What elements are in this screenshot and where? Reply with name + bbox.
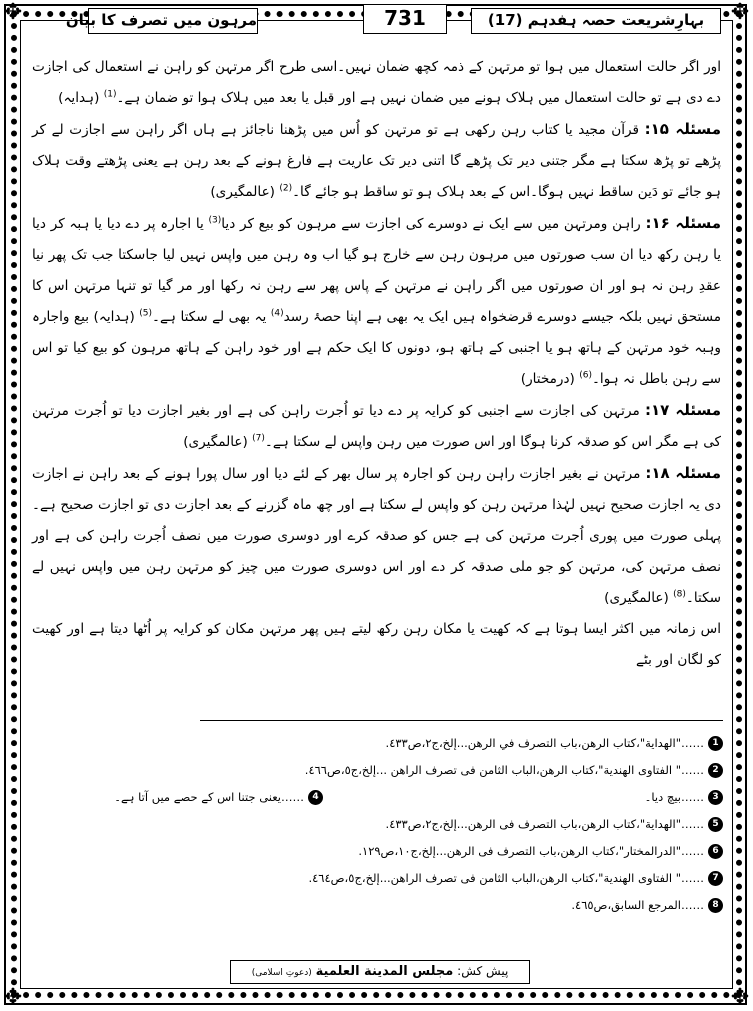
masala-15: مسئلہ ۱۵: قرآن مجید یا کتاب رہن رکھی ہے تو مرتہن کو اُس میں پڑھنا ناجائز ہے ہاں اگر راہن سے اجازت لے کر پڑھے تو پڑھ سکتا ہے مگر جتنی دیر تک پڑھے گا اتنی دیر تک عاریت ہے فارغ ہونے کے بعد رہن ہے یعنی پڑھتے وقت ہلاک ہو جائے تو دَین ساقط نہیں ہوگا۔اس کے بعد ہلاک ہو تو ساقط ہو جائے گا۔$^{(2)}$ (عالمگیری) xyxy=(32,120,721,200)
masala-17: مسئلہ ۱۷: مرتہن کی اجازت سے اجنبی کو کرایہ پر دے دیا تو اُجرت راہن کی ہے اور بغیر اجازت دیا تو اُجرت مرتہن کی ہے مگر اس کو صدقہ کرنا ہوگا اور اس صورت میں رہن واپس لے سکتا ہے۔$^{(7)}$ (عالمگیری) xyxy=(32,401,722,450)
corner-ornament-icon: ✥ xyxy=(730,0,750,25)
page-number: 731 xyxy=(363,4,447,34)
masala-label: مسئلہ ۱۵: xyxy=(644,120,721,138)
publisher-name: مجلس المدينة العلمية xyxy=(315,964,454,979)
main-text xyxy=(30,52,723,676)
footnote: 8……المرجع السابق،ص٤٦٥. xyxy=(30,892,723,919)
book-title: بہارِشریعت حصہ ہفدہم (17) xyxy=(471,8,721,34)
footnote: 2……" الفتاوى الهندية"،كتاب الرهن،الباب الثامن فى تصرف الراهن ...إلخ،ج٥،ص٤٦٦. xyxy=(30,757,723,784)
publisher-subtitle: (دعوتِ اسلامی) xyxy=(251,968,312,978)
footnote-number: 4 xyxy=(308,790,323,805)
corner-ornament-icon: ✥ xyxy=(3,0,23,25)
footnote-number: 8 xyxy=(708,898,723,913)
footer-prefix: پیش کش: xyxy=(457,964,509,978)
page-footer xyxy=(230,960,530,984)
chapter-title: مرہون میں تصرف کا بیان xyxy=(88,8,258,34)
footnote-divider xyxy=(200,720,723,721)
footnote-number: 3 xyxy=(708,790,723,805)
footnote-number: 1 xyxy=(708,736,723,751)
footnotes xyxy=(30,730,723,919)
page-header xyxy=(28,4,725,34)
footnote: 6……"الدرالمختار"،كتاب الرهن،باب التصرف فى الرهن...إلخ،ج١٠،ص١٢٩. xyxy=(30,838,723,865)
masala-16: مسئلہ ۱۶: راہن ومرتہن میں سے ایک نے دوسرے کی اجازت سے مرہون کو بیع کر دیا$^{(3)}$ یا اجارہ پر دے دیا یا ہبہ کر دیا یا رہن رکھ دیا ان سب صورتوں میں مرہون رہن سے خارج ہو گیا اب وہ رہن میں واپس نہیں لیا جاسکتا جب تک پھر نیا عقدِ رہن نہ ہو اور ان صورتوں میں اگر راہن نے مرتہن کے پاس پھر سے رہن نہ رکھا اور مر گیا تو تنہا مرتہن اس کا مستحق نہیں بلکہ جیسے دوسرے قرضخواہ ہیں ایک یہ بھی ہے اپنا حصۂ رسد$^{(4)}$ یہ بھی لے سکتا ہے۔$^{(5)}$ (ہدایہ) بیع واجارہ وہبہ خود مرتہن کے ہاتھ ہو یا اجنبی کے ہاتھ ہو، دونوں کا ایک حکم ہے اور خود راہن کے ہاتھ مرہون کو بیع کیا تو اس سے رہن باطل نہ ہوا۔$^{(6)}$ (درمختار) xyxy=(32,214,722,387)
footnote-number: 2 xyxy=(708,763,723,778)
paragraph: اس زمانہ میں اکثر ایسا ہوتا ہے کہ کھیت یا مکان رہن رکھ لیتے ہیں پھر مرتہن مکان کو کرایہ پر اُٹھا دیتا ہے اور کھیت کو لگان اور بٹے xyxy=(32,621,721,668)
masala-label: مسئلہ ۱۷: xyxy=(644,401,722,419)
footnote-number: 7 xyxy=(708,871,723,886)
footnote-number: 5 xyxy=(708,817,723,832)
masala-label: مسئلہ ۱۶: xyxy=(645,214,721,232)
paragraph: اور اگر حالت استعمال میں ہوا تو مرتہن کے ذمہ کچھ ضمان نہیں۔اسی طرح اگر مرتہن کو راہن نے استعمال کی اجازت دے دی ہے تو حالت استعمال میں ہلاک ہونے میں ضمان نہیں ہے اور قبل یا بعد میں ہلاک ہوا تو ضمان ہے۔$^{(1)}$ (ہدایہ) xyxy=(32,59,721,106)
footnote: 5……"الهداية"،كتاب الرهن،باب التصرف فى الرهن...إلخ،ج٢،ص٤٣٣. xyxy=(30,811,723,838)
corner-ornament-icon: ✥ xyxy=(730,985,750,1010)
masala-18: مسئلہ ۱۸: مرتہن نے بغیر اجازت راہن رہن کو اجارہ پر سال بھر کے لئے دیا اور سال پورا ہونے کے بعد راہن نے اجازت دی یہ اجازت صحیح نہیں لہٰذا مرتہن رہن کو واپس لے سکتا ہے اور چھ ماہ گزرنے کے بعد اجازت دی تو اجازت صحیح ہے۔پہلی صورت میں پوری اُجرت مرتہن کی ہے جس کو صدقہ کرے اور دوسری صورت میں نصف اُجرت راہن کی ہے اور نصف مرتہن کی، مرتہن کو جو ملی صدقہ کر دے اور اس دوسری صورت میں چیز کو مرتہن رہن میں واپس نہیں لے سکتا۔$^{(8)}$ (عالمگیری) xyxy=(32,464,721,606)
footnote: 7……" الفتاوى الهندية"،كتاب الرهن،الباب الثامن فى تصرف الراهن...إلخ،ج٥،ص٤٦٤. xyxy=(30,865,723,892)
footnote: 3……بیچ دیا۔ 4……یعنی جتنا اس کے حصے میں آتا ہے۔ xyxy=(30,784,723,811)
masala-label: مسئلہ ۱۸: xyxy=(645,464,721,482)
corner-ornament-icon: ✥ xyxy=(3,985,23,1010)
footnote-number: 6 xyxy=(708,844,723,859)
footnote: 1……"الهداية"،كتاب الرهن،باب التصرف في الرهن...إلخ،ج٢،ص٤٣٣. xyxy=(30,730,723,757)
